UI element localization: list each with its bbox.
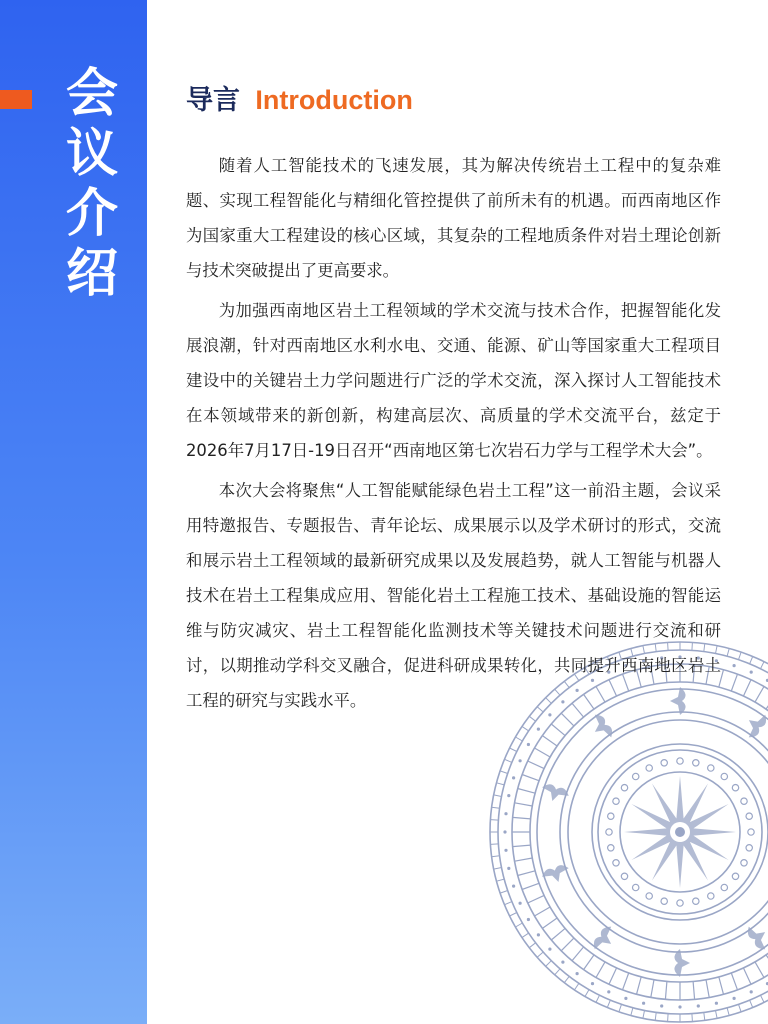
sidebar-title-char: 议	[65, 124, 118, 184]
paragraph: 为加强西南地区岩土工程领域的学术交流与技术合作，把握智能化发展浪潮，针对西南地区水利水电、交通、能源、矿山等国家重大工程项目建设中的关键岩土力学问题进行广泛的学术交流，深入探讨人工智能技术在本领域带来的新创新，构建高层次、高质量的学术交流平台，兹定于2026年7月17日-19日召开“西南地区第七次岩石力学与工程学术大会”。	[186, 301, 721, 460]
accent-bar	[0, 90, 32, 109]
paragraph: 随着人工智能技术的飞速发展，其为解决传统岩土工程中的复杂难题、实现工程智能化与精细化管控提供了前所未有的机遇。而西南地区作为国家重大工程建设的核心区域，其复杂的工程地质条件对岩土理论创新与技术突破提出了更高要求。	[186, 156, 721, 280]
sidebar-title-char: 介	[65, 184, 118, 244]
sidebar-title	[62, 64, 122, 304]
heading-chinese: 导言	[186, 85, 240, 116]
sidebar-title-char: 绍	[65, 244, 118, 304]
body-text	[186, 148, 721, 723]
section-heading	[186, 80, 413, 121]
sidebar-title-char: 会	[65, 64, 118, 124]
heading-english: Introduction	[255, 85, 413, 115]
paragraph: 本次大会将聚焦“人工智能赋能绿色岩土工程”这一前沿主题，会议采用特邀报告、专题报告、青年论坛、成果展示以及学术研讨的形式，交流和展示岩土工程领域的最新研究成果以及发展趋势，就人工智能与机器人技术在岩土工程集成应用、智能化岩土工程施工技术、基础设施的智能运维与防灾减灾、岩土工程智能化监测技术等关键技术问题进行交流和研讨，以期推动学科交叉融合，促进科研成果转化，共同提升西南地区岩土工程的研究与实践水平。	[186, 481, 721, 710]
